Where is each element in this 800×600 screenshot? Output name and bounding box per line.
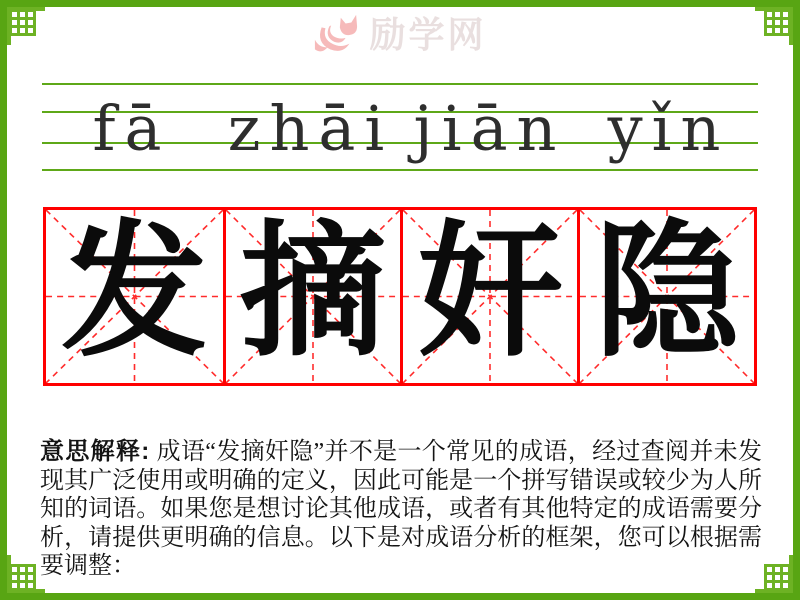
character-box-1 [46, 210, 223, 383]
idiom-character-2: 摘 [240, 211, 386, 374]
meaning-text: 成语“发摘奸隐”并不是一个常见的成语，经过查阅并未发现其广泛使用或明确的定义，因此可能是一个拼写错误或较少为人所知的词语。如果您是想讨论其他成语，或者有其他特定的成语需要分析，请提供更明确的信息。以下是对成语分析的框架，您可以根据需要调整： [40, 439, 763, 579]
site-name: 励学网 [369, 14, 487, 55]
idiom-character-3: 奸 [417, 211, 563, 374]
pinyin-staff [42, 83, 758, 171]
pinyin-syllable-1: fā [92, 92, 171, 165]
site-logo [0, 13, 800, 57]
meaning-explanation [40, 438, 762, 581]
fox-swirl-logo-icon [313, 13, 359, 57]
character-box-4 [577, 210, 754, 383]
pinyin-row [42, 83, 758, 171]
pinyin-syllable-2: zhāi [227, 92, 394, 165]
pinyin-syllable-4: yǐn [607, 92, 730, 165]
character-grid [43, 207, 757, 386]
idiom-character-4: 隐 [594, 211, 740, 374]
meaning-label: 意思解释: [40, 438, 151, 465]
character-box-2 [223, 210, 400, 383]
character-box-3 [400, 210, 577, 383]
idiom-character-1: 发 [61, 211, 208, 374]
pinyin-syllable-3: jiān [413, 92, 566, 165]
